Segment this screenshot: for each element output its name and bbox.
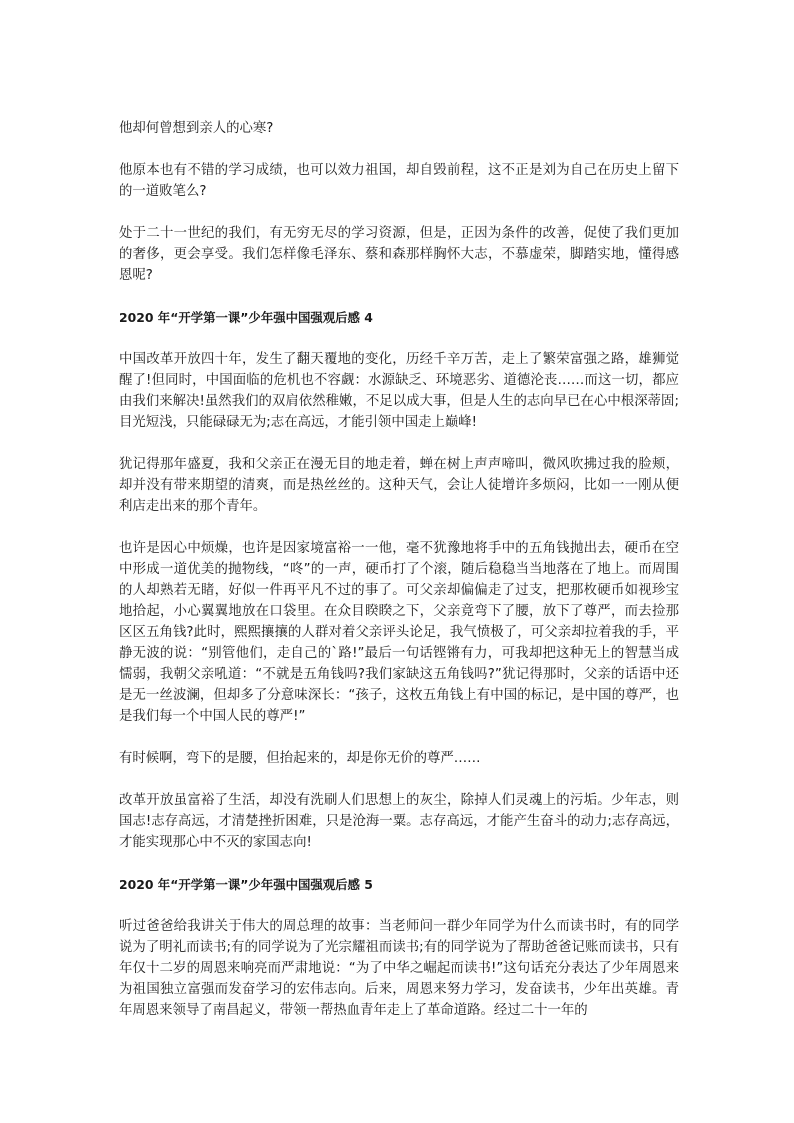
section-heading: 2020 年“开学第一课”少年强中国强观后感 4 [119, 310, 373, 325]
paragraph: 改革开放虽富裕了生活，却没有洗刷人们思想上的灰尘，除掉人们灵魂上的污垢。少年志，则国志!志存高远，才清楚挫折困难，只是沧海一粟。志存高远，才能产生奋斗的动力;志存高远，才能实现那心中不灭的家国志向! [119, 793, 679, 850]
paragraph: 处于二十一世纪的我们，有无穷无尽的学习资源，但是，正因为条件的改善，促使了我们更加的奢侈，更会享受。我们怎样像毛泽东、蔡和森那样胸怀大志，不慕虚荣，脚踏实地，懂得感恩呢? [119, 226, 679, 283]
paragraph: 也许是因心中烦燥，也许是因家境富裕一一他，毫不犹豫地将手中的五角钱抛出去，硬币在空中形成一道优美的抛物线，“咚”的一声，硬币打了个滚，随后稳稳当当地落在了地上。而周围的人却熟若无睹，好似一件再平凡不过的事了。可父亲却偏偏走了过支，把那枚硬币如视珍宝地拾起，小心翼翼地放在口袋里。在众目睽睽之下，父亲竟弯下了腰，放下了尊严，而去捡那区区五角钱?此时，熙熙攘攘的人群对着父亲评头论足，我气愤极了，可父亲却拉着我的手，平静无波的说：“别管他们，走自己的`路!”最后一句话铿锵有力，可我却把这种无上的智慧当成懦弱，我朝父亲吼道：“不就是五角钱吗?我们家缺这五角钱吗?”犹记得那时，父亲的话语中还是无一丝波澜，但却多了分意味深长：“孩子，这枚五角钱上有中国的标记，是中国的尊严，也是我们每一个中国人民的尊严!” [119, 541, 679, 724]
document-body [119, 118, 679, 1042]
paragraph: 听过爸爸给我讲关于伟大的周总理的故事：当老师问一群少年同学为什么而读书时，有的同学说为了明礼而读书;有的同学说为了光宗耀祖而读书;有的同学说为了帮助爸爸记账而读书，只有年仅十二岁的周恩来响亮而严肃地说：“为了中华之崛起而读书!”这句话充分表达了少年周恩来为祖国独立富强而发奋学习的宏伟志向。后来，周恩来努力学习，发奋读书，少年出英雄。青年周恩来领导了南昌起义，带领一帮热血青年走上了革命道路。经过二十一年的 [119, 919, 679, 1018]
section-heading: 2020 年“开学第一课”少年强中国强观后感 5 [119, 877, 373, 892]
paragraph: 他原本也有不错的学习成绩，也可以效力祖国，却自毁前程，这不正是刘为自己在历史上留下的一道败笔么? [119, 163, 679, 199]
paragraph: 有时候啊，弯下的是腰，但抬起来的，却是你无价的尊严…… [119, 751, 481, 766]
paragraph: 他却何曾想到亲人的心寒? [119, 121, 274, 136]
paragraph: 中国改革开放四十年，发生了翻天覆地的变化，历经千辛万苦，走上了繁荣富强之路，雄狮觉醒了!但同时，中国面临的危机也不容觑：水源缺乏、环境恶劣、道德沦丧……而这一切，都应由我们来解决!虽然我们的双肩依然稚嫩，不足以成大事，但是人生的志向早已在心中根深蒂固;目光短浅，只能碌碌无为;志在高远，才能引领中国走上巅峰! [119, 352, 679, 430]
paragraph: 犹记得那年盛夏，我和父亲正在漫无目的地走着，蝉在树上声声啼叫，微风吹拂过我的脸颊，却并没有带来期望的清爽，而是热丝丝的。这种天气，会让人徒增许多烦闷，比如一一刚从便利店走出来的那个青年。 [119, 457, 679, 514]
